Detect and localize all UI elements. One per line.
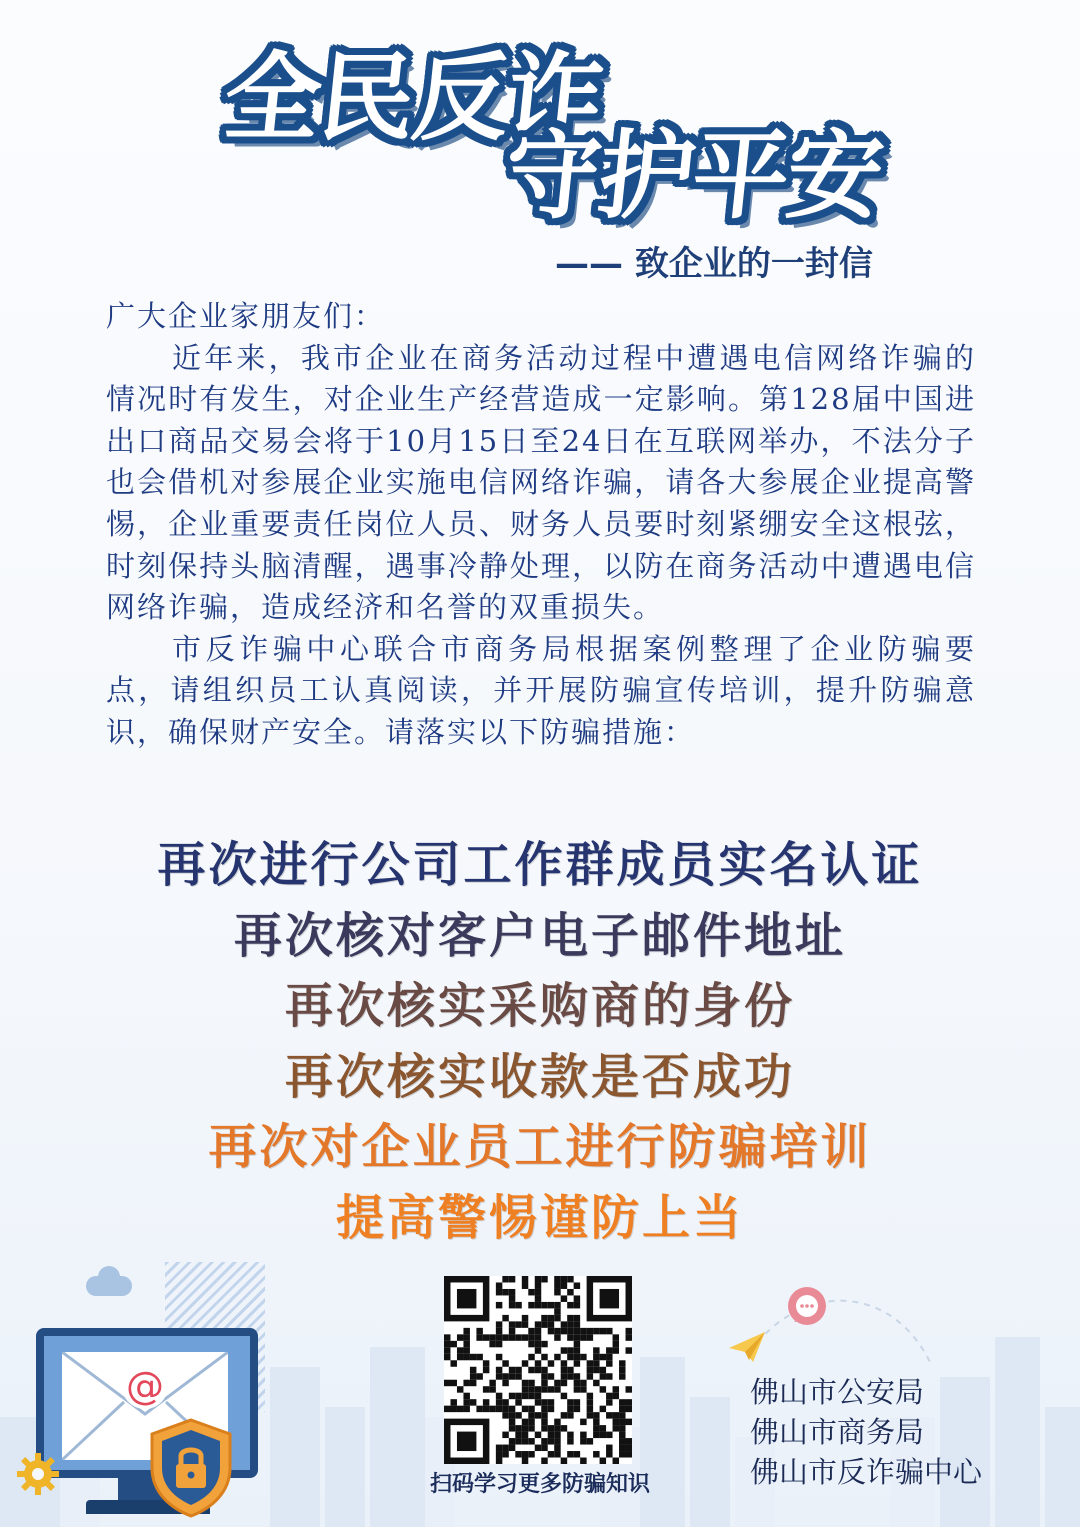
measure-item: 再次对企业员工进行防骗培训 (208, 1119, 872, 1176)
measure-item: 再次核对客户电子邮件地址 (233, 907, 846, 964)
gear-icon (16, 1452, 60, 1496)
paper-plane-icon (727, 1330, 767, 1364)
email-at-icon: @ (122, 1363, 168, 1409)
agency-name: 佛山市商务局 (750, 1415, 925, 1449)
measure-item: 再次核实收款是否成功 (284, 1048, 795, 1105)
letter-paragraph-2: 市反诈骗中心联合市商务局根据案例整理了企业防骗要点，请组织员工认真阅读，并开展防骗宣传培训，提升防骗意识，确保财产安全。请落实以下防骗措施： (106, 631, 976, 749)
issuing-agencies (750, 1372, 982, 1492)
measure-item: 提高警惕谨防上当 (335, 1189, 744, 1246)
measure-item: 再次进行公司工作群成员实名认证 (157, 837, 923, 893)
cloud-icon (86, 1276, 132, 1296)
chat-bubble-icon (786, 1286, 828, 1328)
shield-lock-icon (148, 1418, 234, 1518)
agency-name: 佛山市公安局 (750, 1375, 925, 1409)
qr-code[interactable] (444, 1276, 632, 1464)
headline-line-2: 守护平安 (499, 120, 887, 232)
qr-caption: 扫码学习更多防骗知识 (429, 1472, 650, 1497)
measure-item: 再次核实采购商的身份 (284, 978, 795, 1035)
letter-paragraph-1: 近年来，我市企业在商务活动过程中遭遇电信网络诈骗的情况时有发生，对企业生产经营造成一定影响。第128届中国进出口商品交易会将于10月15日至24日在互联网举办，不法分子也会借机对参展企业实施电信网络诈骗，请各大参展企业提高警惕，企业重要责任岗位人员、财务人员要时刻紧绷安全这根弦，时刻保持头脑清醒，遇事冷静处理，以防在商务活动中遭遇电信网络诈骗，造成经济和名誉的双重损失。 (106, 340, 976, 625)
dashed-arc (740, 1292, 940, 1382)
agency-name: 佛山市反诈骗中心 (750, 1455, 983, 1489)
anti-fraud-measures (0, 830, 1080, 1254)
letter-greeting: 广大企业家朋友们： (106, 299, 386, 333)
subtitle: —— 致企业的一封信 (555, 244, 873, 284)
letter-body (106, 296, 976, 754)
headline-line-1: 全民反诈 (219, 42, 607, 154)
